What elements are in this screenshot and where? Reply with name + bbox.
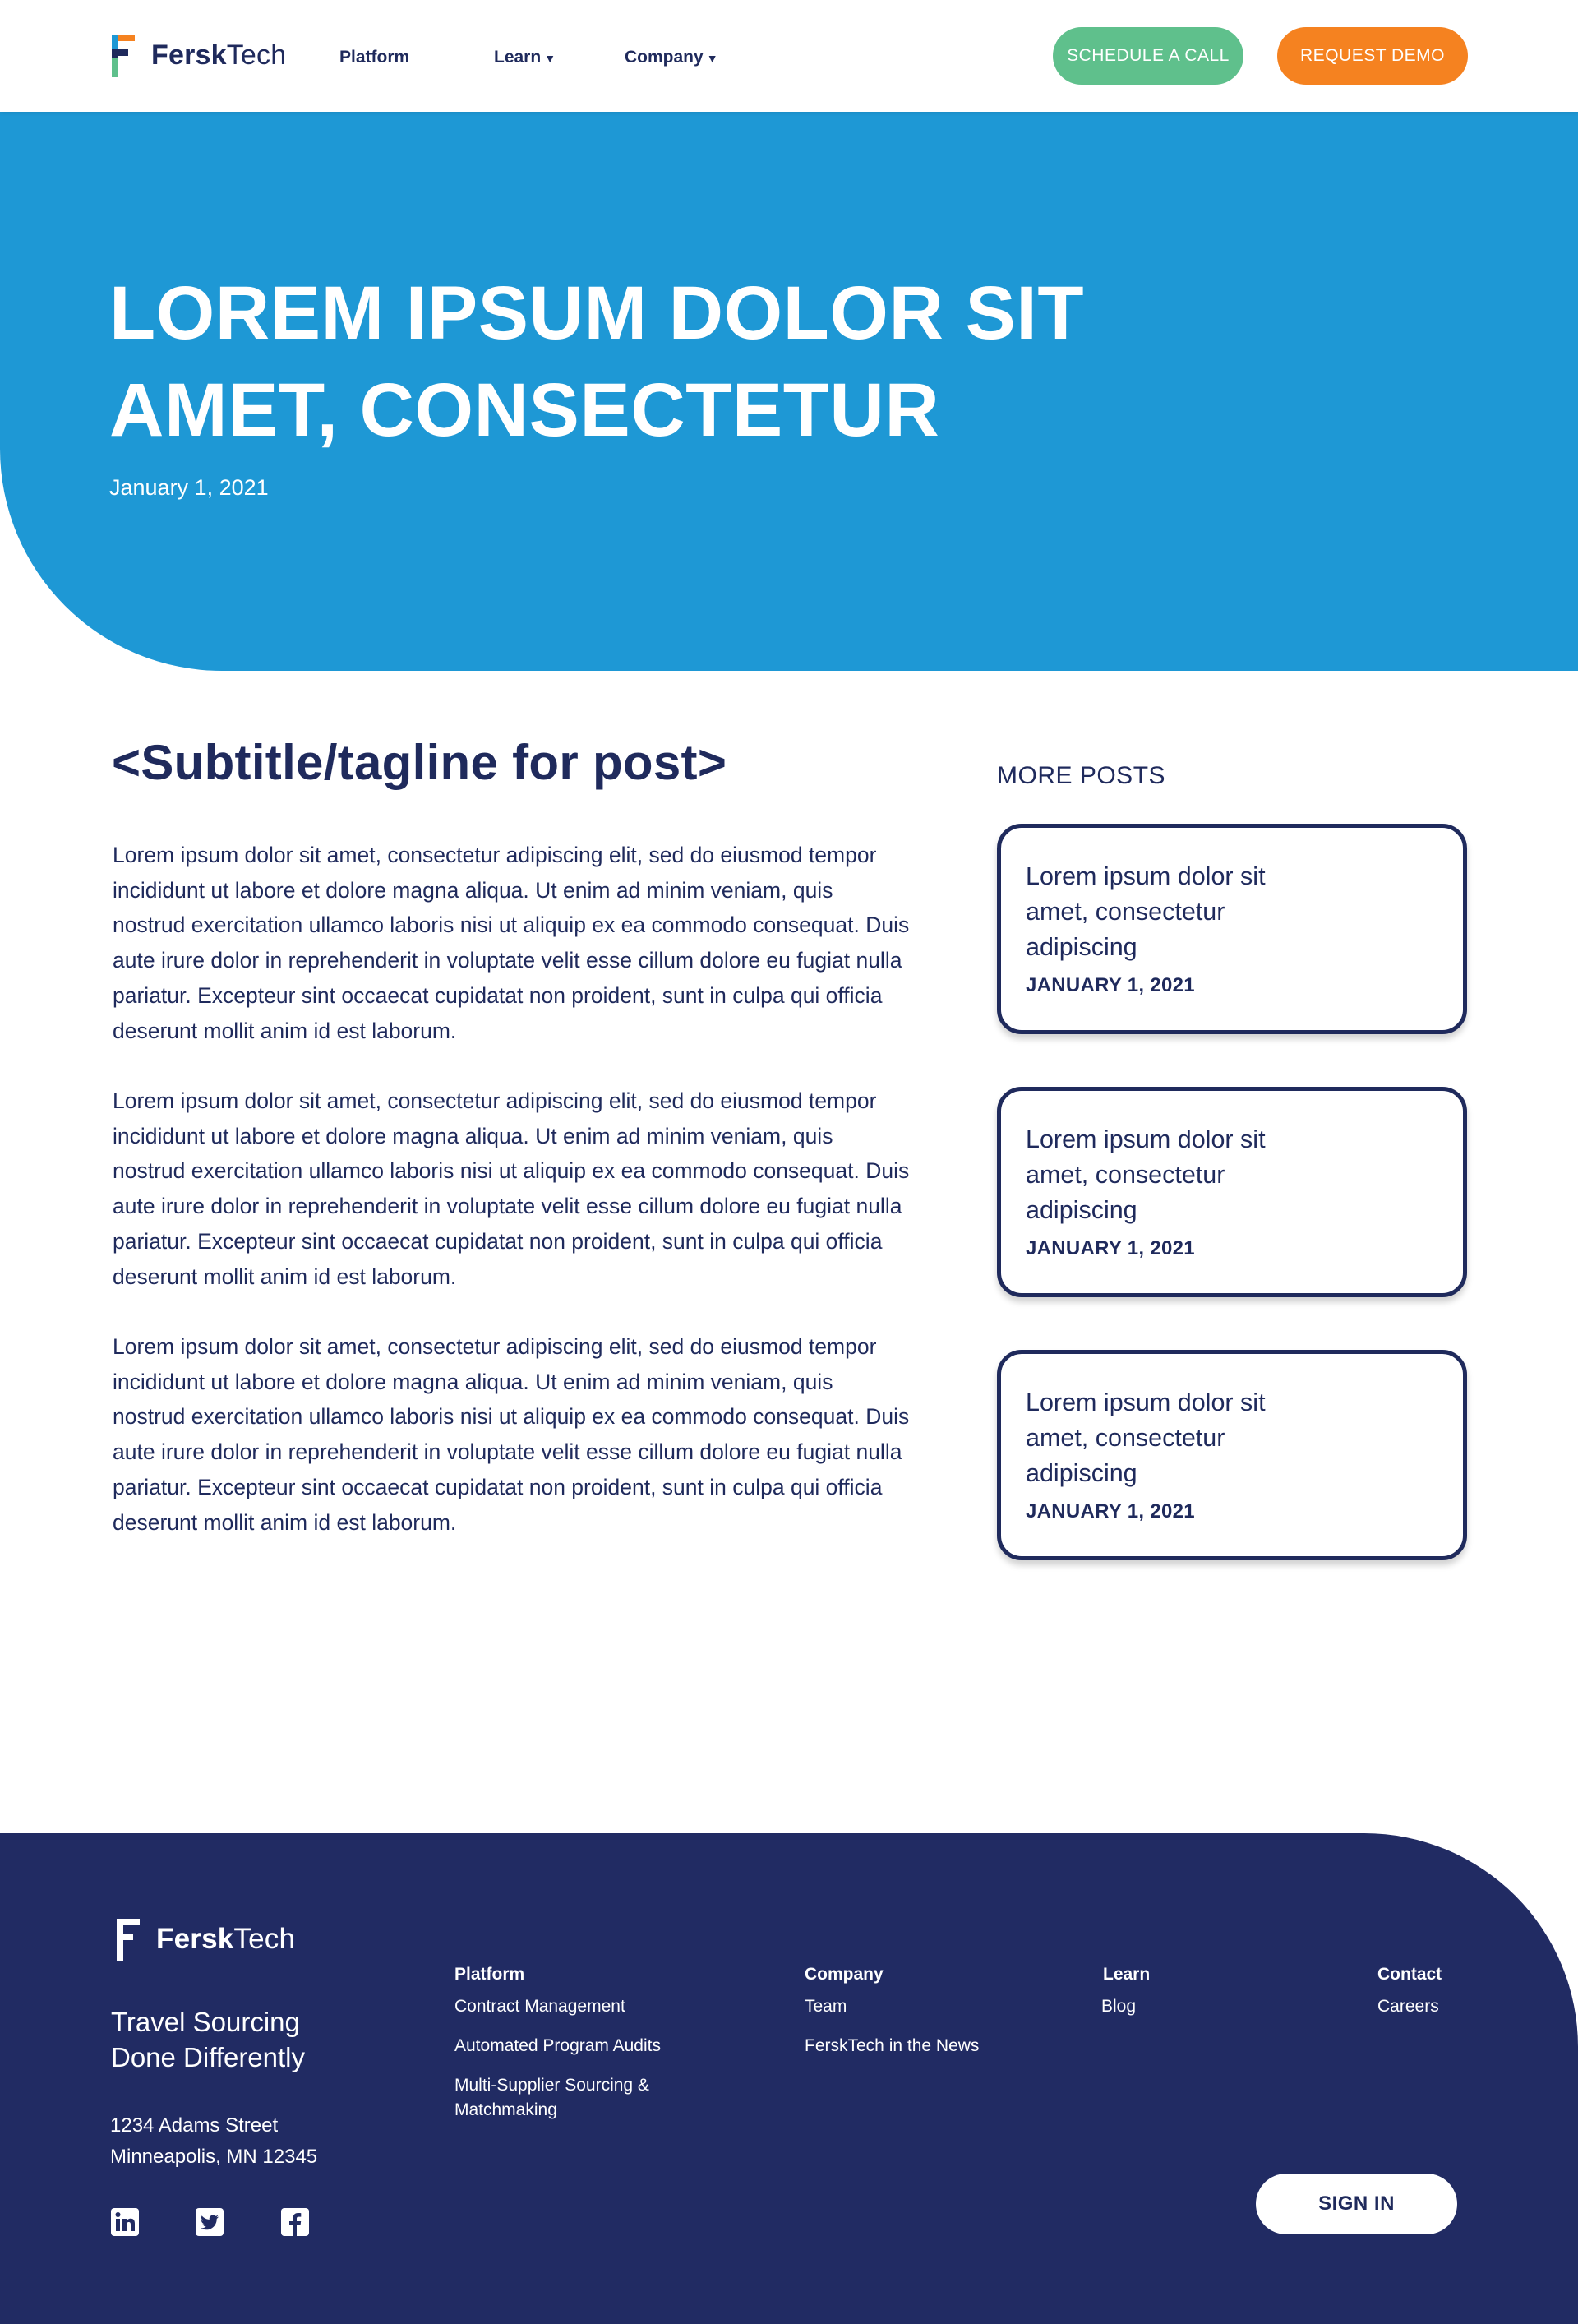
- nav-learn-label: Learn: [494, 48, 542, 67]
- footer-col-heading-contact: Contact: [1377, 1965, 1442, 1984]
- more-post-card[interactable]: [997, 1350, 1467, 1560]
- request-demo-button[interactable]: REQUEST DEMO: [1277, 27, 1468, 85]
- linkedin-icon[interactable]: [110, 2207, 140, 2237]
- footer-link[interactable]: Contract Management: [454, 1997, 625, 2016]
- more-post-title: Lorem ipsum dolor sit amet, consectetur adipiscing: [1026, 1125, 1266, 1224]
- brand-name: FerskTech: [151, 39, 287, 71]
- site-footer: [0, 1833, 1578, 2324]
- sign-in-button[interactable]: SIGN IN: [1256, 2174, 1457, 2234]
- footer-col-heading-company: Company: [805, 1965, 884, 1984]
- caret-down-icon: ▼: [706, 52, 718, 65]
- post-title: LOREM IPSUM DOLOR SIT AMET, CONSECTETUR: [109, 271, 1085, 452]
- nav-company-label: Company: [625, 48, 704, 67]
- address-city: Minneapolis, MN 12345: [110, 2146, 318, 2168]
- footer-link[interactable]: Blog: [1101, 1997, 1137, 2016]
- site-header: [0, 0, 1578, 112]
- footer-tagline-line: Travel Sourcing: [111, 2007, 300, 2037]
- more-post-date: JANUARY 1, 2021: [1026, 1237, 1195, 1259]
- fersk-logo-icon: [115, 1915, 148, 1963]
- post-paragraph: Lorem ipsum dolor sit amet, consectetur adipiscing elit, sed do eiusmod tempor incididunt ut labore et dolore magna aliqua. Ut enim ad minim veniam, quis nostrud exercitation ullamco laboris nisi ut aliquip ex ea commodo consequat. Duis aute irure dolor in reprehenderit in voluptate velit esse cillum dolore eu fugiat nulla pariatur. Excepteur sint occaecat cupidatat non proident, sunt in culpa qui officia deserunt mollit anim id est laborum.: [113, 843, 910, 1043]
- nav-learn[interactable]: [494, 48, 556, 67]
- hero-banner: [0, 112, 1578, 671]
- fersk-logo-icon: [110, 31, 143, 79]
- footer-tagline-line: Done Differently: [111, 2042, 306, 2072]
- footer-col-heading-platform: Platform: [454, 1965, 525, 1984]
- footer-tagline: [111, 2004, 305, 2075]
- footer-link[interactable]: Automated Program Audits: [454, 2036, 661, 2055]
- nav-platform-label: Platform: [339, 48, 410, 67]
- footer-link[interactable]: Careers: [1377, 1997, 1439, 2016]
- footer-address: [110, 2110, 317, 2173]
- footer-link[interactable]: Team: [805, 1997, 847, 2016]
- more-post-title: Lorem ipsum dolor sit amet, consectetur adipiscing: [1026, 862, 1266, 961]
- post-paragraph: Lorem ipsum dolor sit amet, consectetur adipiscing elit, sed do eiusmod tempor incididunt ut labore et dolore magna aliqua. Ut enim ad minim veniam, quis nostrud exercitation ullamco laboris nisi ut aliquip ex ea commodo consequat. Duis aute irure dolor in reprehenderit in voluptate velit esse cillum dolore eu fugiat nulla pariatur. Excepteur sint occaecat cupidatat non proident, sunt in culpa qui officia deserunt mollit anim id est laborum.: [113, 1088, 910, 1289]
- more-post-title: Lorem ipsum dolor sit amet, consectetur adipiscing: [1026, 1388, 1266, 1487]
- more-post-date: JANUARY 1, 2021: [1026, 1500, 1195, 1522]
- post-paragraph: Lorem ipsum dolor sit amet, consectetur adipiscing elit, sed do eiusmod tempor incididunt ut labore et dolore magna aliqua. Ut enim ad minim veniam, quis nostrud exercitation ullamco laboris nisi ut aliquip ex ea commodo consequat. Duis aute irure dolor in reprehenderit in voluptate velit esse cillum dolore eu fugiat nulla pariatur. Excepteur sint occaecat cupidatat non proident, sunt in culpa qui officia deserunt mollit anim id est laborum.: [113, 1334, 910, 1535]
- footer-link[interactable]: FerskTech in the News: [805, 2036, 980, 2055]
- footer-brand-logo[interactable]: [115, 1915, 295, 1963]
- facebook-icon[interactable]: [280, 2207, 310, 2237]
- post-subtitle: <Subtitle/tagline for post>: [112, 735, 727, 790]
- address-street: 1234 Adams Street: [110, 2114, 279, 2137]
- more-post-date: JANUARY 1, 2021: [1026, 974, 1195, 996]
- more-post-card[interactable]: [997, 824, 1467, 1034]
- schedule-call-button[interactable]: SCHEDULE A CALL: [1053, 27, 1243, 85]
- brand-logo[interactable]: [110, 31, 286, 79]
- nav-company[interactable]: [625, 48, 718, 67]
- footer-col-heading-learn: Learn: [1103, 1965, 1151, 1984]
- footer-link[interactable]: Multi-Supplier Sourcing & Matchmaking: [454, 2076, 649, 2119]
- twitter-icon[interactable]: [195, 2207, 224, 2237]
- post-date: January 1, 2021: [109, 475, 269, 500]
- caret-down-icon: ▼: [544, 52, 556, 65]
- footer-brand-name: FerskTech: [156, 1923, 296, 1955]
- more-post-card[interactable]: [997, 1087, 1467, 1297]
- nav-platform[interactable]: [339, 48, 409, 67]
- more-posts-heading: MORE POSTS: [997, 762, 1166, 789]
